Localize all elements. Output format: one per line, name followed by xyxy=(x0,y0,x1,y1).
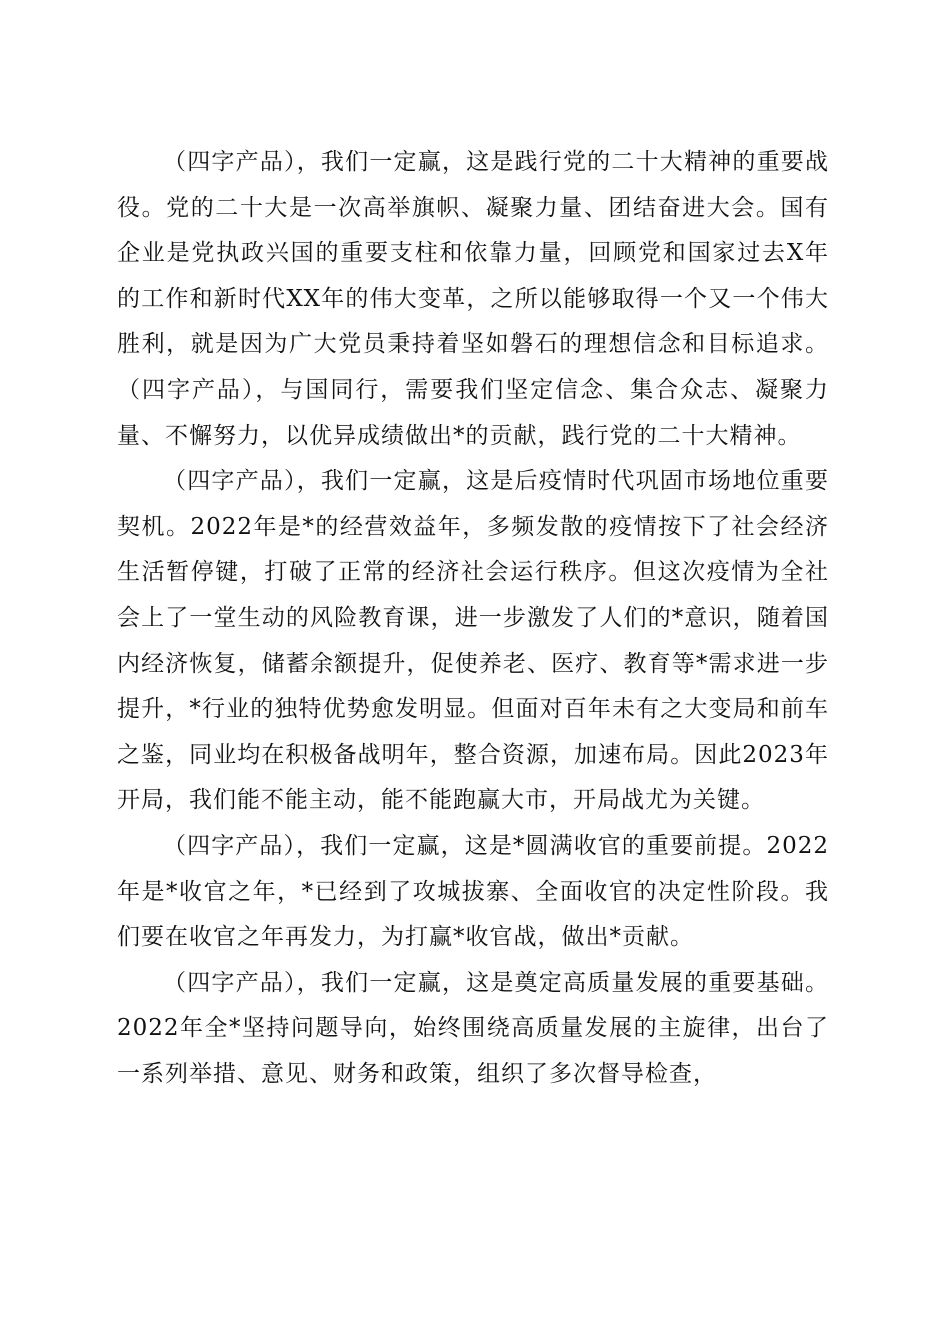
paragraph-4: （四字产品），我们一定赢，这是奠定高质量发展的重要基础。2022年全*坚持问题导向，始终围绕高质量发展的主旋律，出台了一系列举措、意见、财务和政策，组织了多次督导检查， xyxy=(117,969,829,1087)
paragraph-3: （四字产品），我们一定赢，这是*圆满收官的重要前提。2022年是*收官之年，*已经到了攻城拔寨、全面收官的决定性阶段。我们要在收官之年再发力，为打赢*收官战，做出*贡献。 xyxy=(117,832,829,951)
paragraph-1: （四字产品），我们一定赢，这是践行党的二十大精神的重要战役。党的二十大是一次高举旗帜、凝聚力量、团结奋进大会。国有企业是党执政兴国的重要支柱和依靠力量，回顾党和国家过去X年的工作和新时代XX年的伟大变革，之所以能够取得一个又一个伟大胜利，就是因为广大党员秉持着坚如磐石的理想信念和目标追求。（四字产品），与国同行，需要我们坚定信念、集合众志、凝聚力量、不懈努力，以优异成绩做出*的贡献，践行党的二十大精神。 xyxy=(117,149,829,449)
paragraph-2: （四字产品），我们一定赢，这是后疫情时代巩固市场地位重要契机。2022年是*的经营效益年，多频发散的疫情按下了社会经济生活暂停键，打破了正常的经济社会运行秩序。但这次疫情为全社会上了一堂生动的风险教育课，进一步激发了人们的*意识，随着国内经济恢复，储蓄余额提升，促使养老、医疗、教育等*需求进一步提升，*行业的独特优势愈发明显。但面对百年未有之大变局和前车之鉴，同业均在积极备战明年，整合资源，加速布局。因此2023年开局，我们能不能主动，能不能跑赢大市，开局战尤为关键。 xyxy=(117,468,829,814)
document-body xyxy=(117,140,829,1097)
